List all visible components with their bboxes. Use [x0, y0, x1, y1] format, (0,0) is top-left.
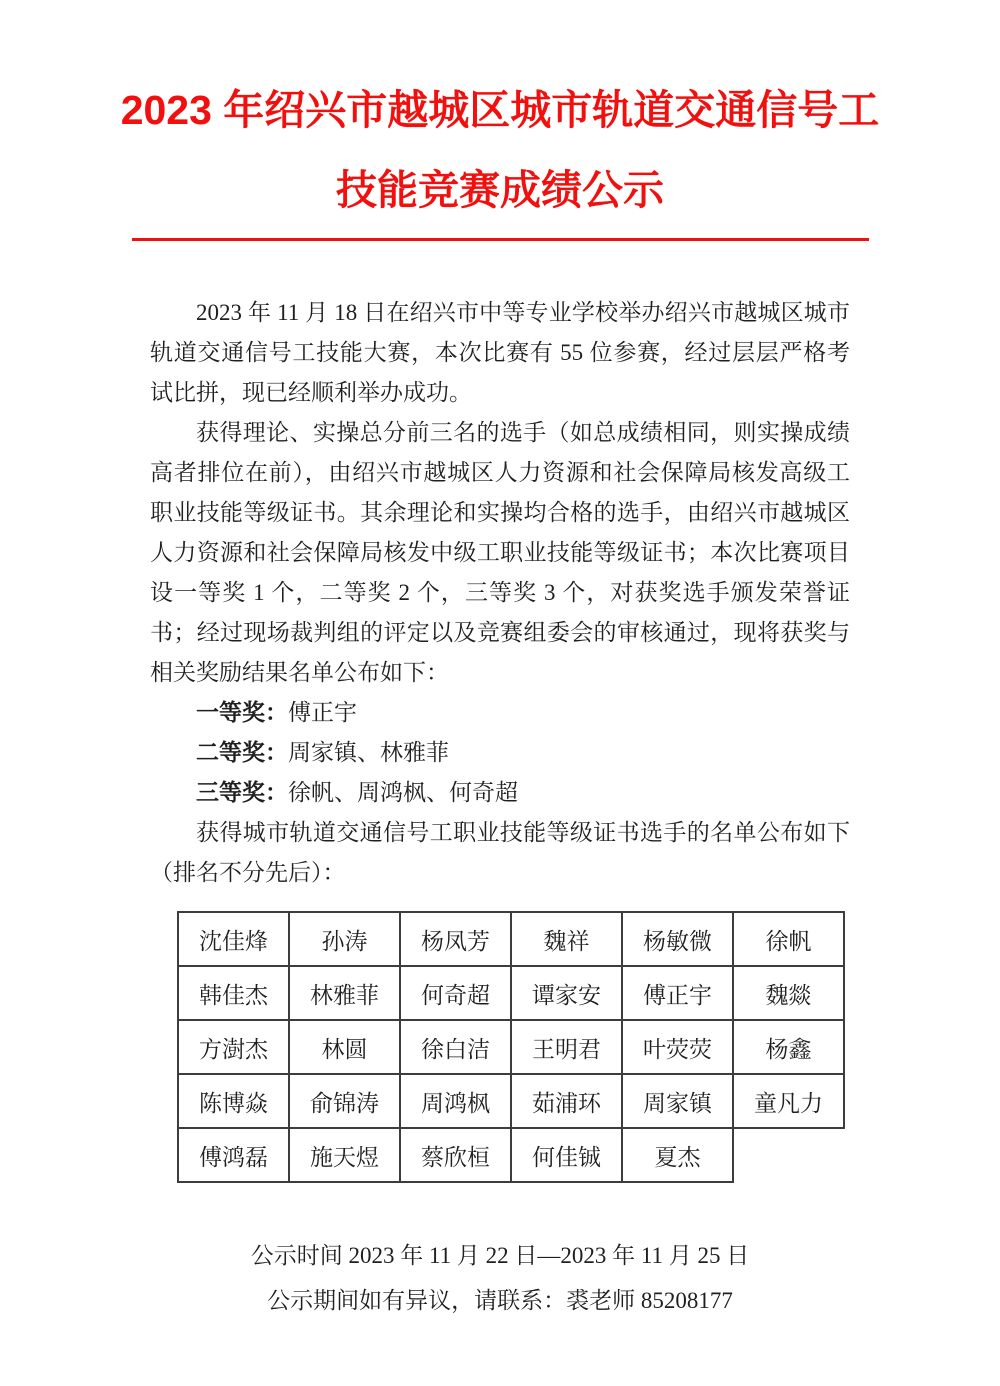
table-cell: 杨凤芳 [400, 912, 511, 966]
results-table [177, 911, 845, 1183]
table-cell: 孙涛 [289, 912, 400, 966]
table-cell: 夏杰 [622, 1128, 733, 1182]
award-line-first [150, 693, 850, 733]
paragraph-intro: 2023 年 11 月 18 日在绍兴市中等专业学校举办绍兴市越城区城市轨道交通信号工技能大赛，本次比赛有 55 位参赛，经过层层严格考试比拼，现已经顺利举办成功。 [150, 300, 850, 405]
table-cell: 林雅菲 [289, 966, 400, 1020]
table-cell: 傅正宇 [622, 966, 733, 1020]
table-cell: 施天煜 [289, 1128, 400, 1182]
table-cell: 林圆 [289, 1020, 400, 1074]
table-cell: 叶荧荧 [622, 1020, 733, 1074]
award-label-third: 三等奖： [196, 780, 288, 805]
award-names-first: 傅正宇 [288, 700, 357, 725]
table-cell: 何奇超 [400, 966, 511, 1020]
table-row [178, 1020, 844, 1074]
title-line-2: 技能竞赛成绩公示 [336, 167, 664, 213]
contact-line: 公示期间如有异议，请联系：裘老师 85208177 [267, 1288, 733, 1313]
award-label-first: 一等奖： [196, 700, 288, 725]
paragraph-certificate-list: 获得城市轨道交通信号工职业技能等级证书选手的名单公布如下（排名不分先后）： [150, 820, 850, 885]
title-line-1: 2023 年绍兴市越城区城市轨道交通信号工 [120, 87, 880, 133]
table-cell: 周家镇 [622, 1074, 733, 1128]
table-row [178, 912, 844, 966]
table-cell: 徐帆 [733, 912, 844, 966]
table-cell: 杨敏微 [622, 912, 733, 966]
table-cell: 周鸿枫 [400, 1074, 511, 1128]
award-line-third [150, 773, 850, 813]
body-text [150, 293, 850, 893]
table-cell: 蔡欣桓 [400, 1128, 511, 1182]
table-cell: 茹浦环 [511, 1074, 622, 1128]
paragraph-rules: 获得理论、实操总分前三名的选手（如总成绩相同，则实操成绩高者排位在前），由绍兴市越城区人力资源和社会保障局核发高级工职业技能等级证书。其余理论和实操均合格的选手，由绍兴市越城区人力资源和社会保障局核发中级工职业技能等级证书；本次比赛项目设一等奖 1 个，二等奖 2 个，三等奖 3 个，对获奖选手颁发荣誉证书；经过现场裁判组的评定以及竞赛组委会的审核通过，现将获奖与相关奖励结果名单公布如下： [150, 420, 850, 685]
table-cell: 王明君 [511, 1020, 622, 1074]
page-title [0, 0, 1000, 230]
publicity-period-line: 公示时间 2023 年 11 月 22 日—2023 年 11 月 25 日 [250, 1243, 750, 1268]
table-cell: 何佳铖 [511, 1128, 622, 1182]
table-cell: 傅鸿磊 [178, 1128, 289, 1182]
table-cell: 杨鑫 [733, 1020, 844, 1074]
award-names-second: 周家镇、林雅菲 [288, 740, 449, 765]
table-cell: 徐白洁 [400, 1020, 511, 1074]
table-cell: 沈佳烽 [178, 912, 289, 966]
table-cell: 韩佳杰 [178, 966, 289, 1020]
table-row [178, 1128, 844, 1182]
table-cell-empty [733, 1128, 844, 1182]
footer-notes [0, 1233, 1000, 1323]
award-line-second [150, 733, 850, 773]
table-cell: 谭家安 [511, 966, 622, 1020]
table-cell: 魏燚 [733, 966, 844, 1020]
table-row [178, 1074, 844, 1128]
table-cell: 陈博焱 [178, 1074, 289, 1128]
table-cell: 俞锦涛 [289, 1074, 400, 1128]
table-cell: 童凡力 [733, 1074, 844, 1128]
title-rule [132, 238, 869, 241]
award-names-third: 徐帆、周鸿枫、何奇超 [288, 780, 518, 805]
table-row [178, 966, 844, 1020]
award-label-second: 二等奖： [196, 740, 288, 765]
table-cell: 方澍杰 [178, 1020, 289, 1074]
table-cell: 魏祥 [511, 912, 622, 966]
